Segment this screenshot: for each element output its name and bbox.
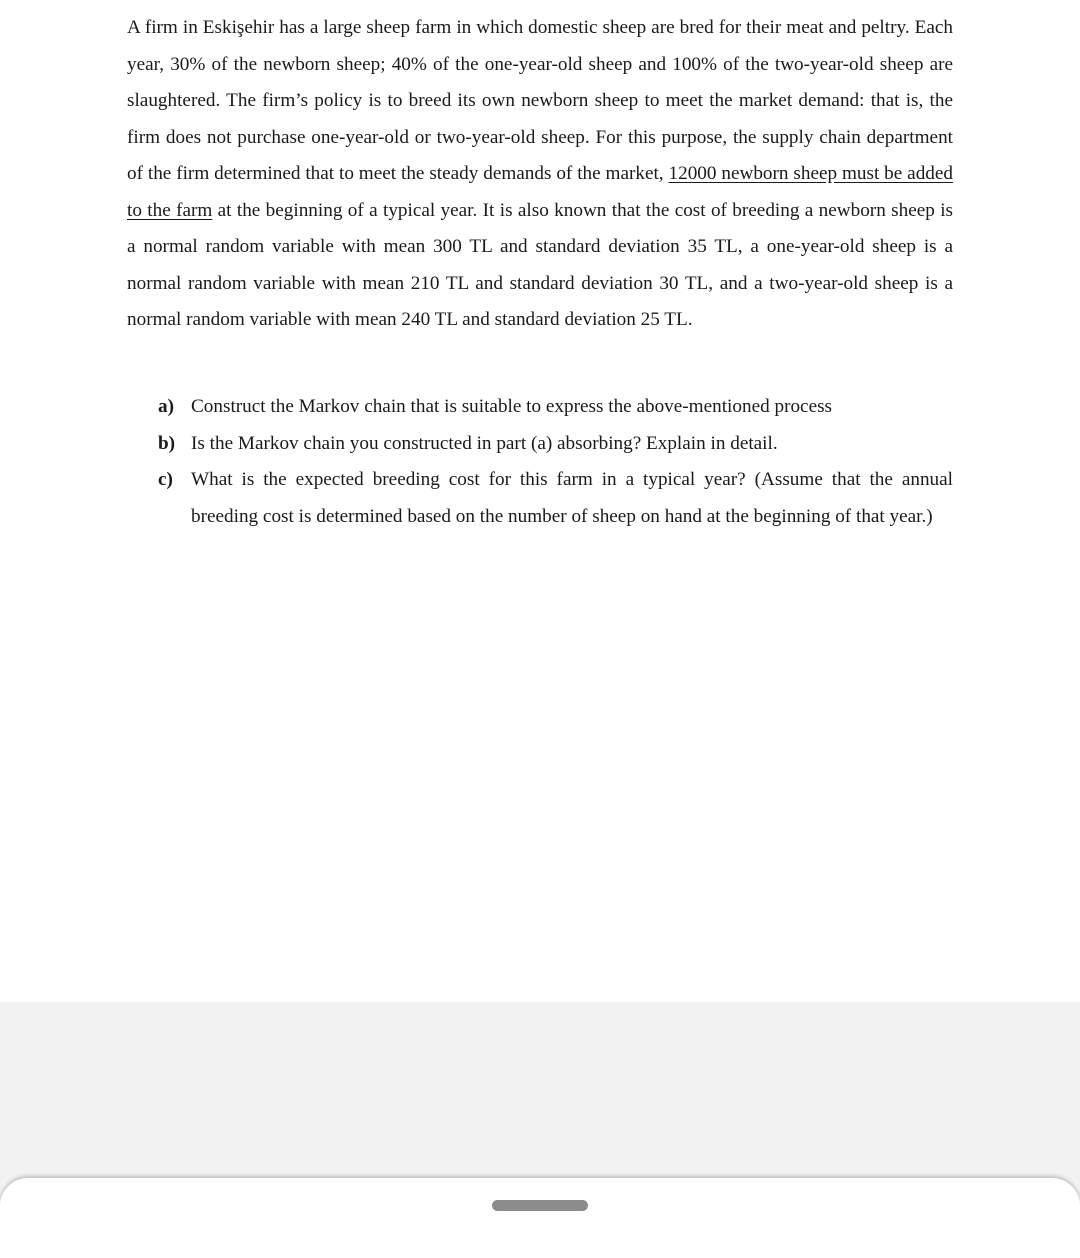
question-list (158, 389, 953, 535)
question-c (158, 462, 953, 535)
question-letter: c) (158, 469, 173, 490)
bottom-sheet[interactable] (0, 1178, 1080, 1258)
question-text: Construct the Markov chain that is suitable to express the above-mentioned process (191, 396, 833, 417)
problem-text-part-2: at the beginning of a typical year. It is also known that the cost of breeding a newborn sheep is a normal random variable with mean 300 TL and standard deviation 35 TL, a one-year-old sheep is a normal random variable with mean 210 TL and standard deviation 30 TL, and a two-year-old sheep is a normal random variable with mean 240 TL and standard deviation 25 TL. (127, 199, 953, 330)
question-a (158, 389, 953, 426)
question-text: What is the expected breeding cost for this farm in a typical year? (Assume that the annual breeding cost is determined based on the number of sheep on hand at the beginning of that year.) (191, 469, 953, 527)
question-b (158, 426, 953, 463)
drag-handle[interactable] (492, 1200, 588, 1211)
problem-statement (127, 10, 953, 339)
underlined-demand-text: 12000 newborn sheep must be added to the farm (127, 163, 953, 221)
question-letter: b) (158, 432, 176, 454)
question-letter: a) (158, 396, 174, 417)
problem-text-part-1: A firm in Eskişehir has a large sheep farm in which domestic sheep are bred for their meat and peltry. Each year, 30% of the newborn sheep; 40% of the one-year-old sheep and 100% of the two-year-old sheep are slaughtered. The firm’s policy is to breed its own newborn sheep to meet the market demand: that is, the firm does not purchase one-year-old or two-year-old sheep. For this purpose, the supply chain department of the firm determined that to meet the steady demands of the market, (127, 17, 953, 184)
question-text: Is the Markov chain you constructed in part (a) absorbing? Explain in detail. (191, 432, 778, 454)
